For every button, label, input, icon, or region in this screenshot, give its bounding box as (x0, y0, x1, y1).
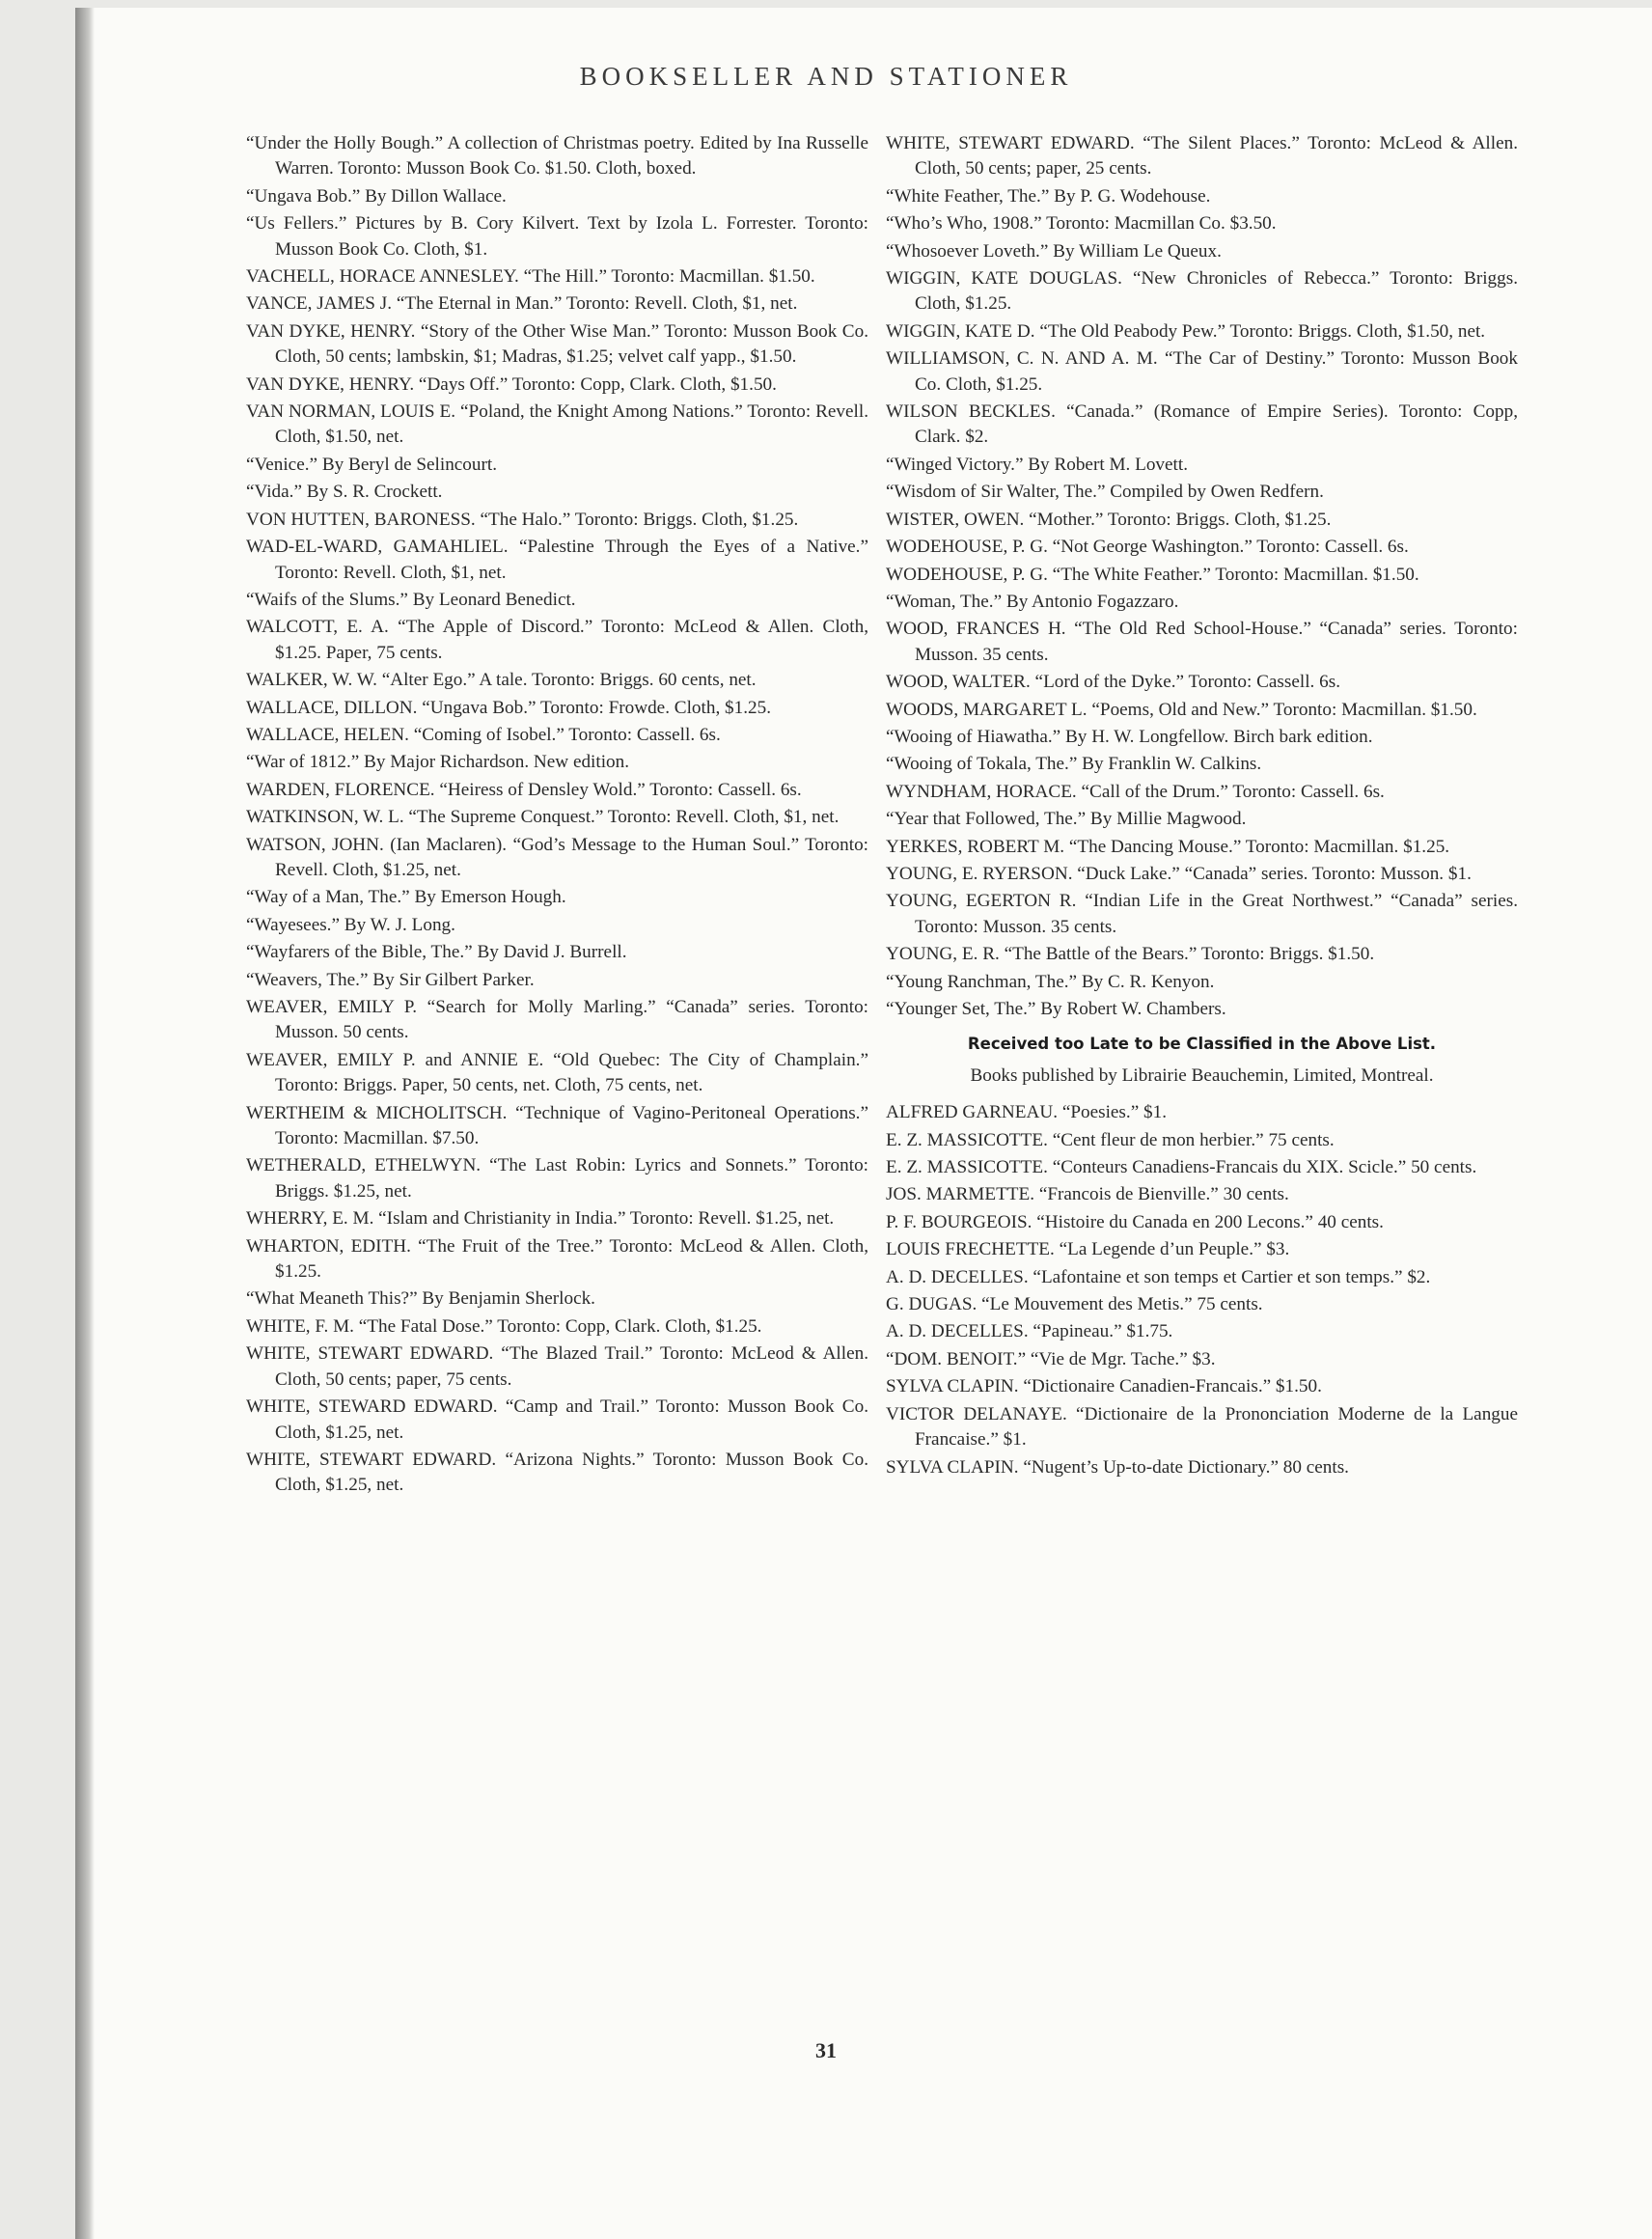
catalog-entry: WEAVER, EMILY P. and ANNIE E. “Old Quebec: The City of Champlain.” Toronto: Briggs. Paper, 50 cents, net. Cloth, 75 cents, net. (246, 1049, 868, 1096)
catalog-entry: WALLACE, DILLON. “Ungava Bob.” Toronto: Frowde. Cloth, $1.25. (246, 697, 772, 718)
catalog-entry: SYLVA CLAPIN. “Dictionaire Canadien-Francais.” $1.50. (886, 1376, 1322, 1397)
catalog-entry: SYLVA CLAPIN. “Nugent’s Up-to-date Dictionary.” 80 cents. (886, 1456, 1349, 1478)
catalog-entry: E. Z. MASSICOTTE. “Conteurs Canadiens-Francais du XIX. Scicle.” 50 cents. (886, 1157, 1477, 1178)
catalog-entry: “Wisdom of Sir Walter, The.” Compiled by Owen Redfern. (886, 482, 1324, 503)
catalog-entry: “Young Ranchman, The.” By C. R. Kenyon. (886, 971, 1215, 992)
catalog-entry: WILSON BECKLES. “Canada.” (Romance of Empire Series). Toronto: Copp, Clark. $2. (886, 401, 1518, 448)
catalog-entry: WARDEN, FLORENCE. “Heiress of Densley Wold.” Toronto: Cassell. 6s. (246, 779, 802, 800)
catalog-entry: WOODS, MARGARET L. “Poems, Old and New.” Toronto: Macmillan. $1.50. (886, 699, 1477, 720)
catalog-entry: “Younger Set, The.” By Robert W. Chambers. (886, 999, 1226, 1019)
catalog-entry: YOUNG, E. R. “The Battle of the Bears.” Toronto: Briggs. $1.50. (886, 944, 1375, 965)
catalog-entry: WISTER, OWEN. “Mother.” Toronto: Briggs. Cloth, $1.25. (886, 509, 1332, 530)
running-header: BOOKSELLER AND STATIONER (579, 62, 1073, 91)
catalog-entry: “Wooing of Tokala, The.” By Franklin W. Calkins. (886, 754, 1262, 775)
catalog-entry: VAN DYKE, HENRY. “Story of the Other Wise Man.” Toronto: Musson Book Co. Cloth, 50 cents; lambskin, $1; Madras, $1.25; velvet calf yapp., $1.50. (246, 320, 868, 368)
catalog-entry: WALLACE, HELEN. “Coming of Isobel.” Toronto: Cassell. 6s. (246, 724, 721, 745)
catalog-entry: “Way of a Man, The.” By Emerson Hough. (246, 887, 566, 908)
page-number: 31 (815, 2038, 837, 2062)
catalog-entry: “Who’s Who, 1908.” Toronto: Macmillan Co. $3.50. (886, 213, 1277, 235)
catalog-entry: “Winged Victory.” By Robert M. Lovett. (886, 454, 1189, 475)
catalog-entry: WIGGIN, KATE D. “The Old Peabody Pew.” Toronto: Briggs. Cloth, $1.50, net. (886, 320, 1486, 342)
catalog-entry: VAN NORMAN, LOUIS E. “Poland, the Knight Among Nations.” Toronto: Revell. Cloth, $1.50, net. (246, 401, 868, 448)
catalog-entry: “Us Fellers.” Pictures by B. Cory Kilvert. Text by Izola L. Forrester. Toronto: Musson Book Co. Cloth, $1. (246, 213, 868, 260)
catalog-entry: WHITE, STEWART EDWARD. “The Blazed Trail.” Toronto: McLeod & Allen. Cloth, 50 cents; paper, 75 cents. (246, 1343, 868, 1390)
page-binding-edge (75, 8, 95, 2239)
catalog-entry: “What Meaneth This?” By Benjamin Sherlock. (246, 1288, 595, 1310)
right-entry-list (886, 131, 1518, 1022)
catalog-entry: WHARTON, EDITH. “The Fruit of the Tree.” Toronto: McLeod & Allen. Cloth, $1.25. (246, 1235, 868, 1283)
catalog-entry: “Under the Holly Bough.” A collection of Christmas poetry. Edited by Ina Russelle Warren. Toronto: Musson Book Co. $1.50. Cloth, boxed. (246, 133, 868, 180)
catalog-entry: “Whosoever Loveth.” By William Le Queux. (886, 240, 1222, 262)
catalog-entry: VANCE, JAMES J. “The Eternal in Man.” Toronto: Revell. Cloth, $1, net. (246, 293, 798, 315)
catalog-entry: “Waifs of the Slums.” By Leonard Benedict. (246, 589, 576, 610)
catalog-entry: “Wayesees.” By W. J. Long. (246, 914, 455, 935)
catalog-entry: “Woman, The.” By Antonio Fogazzaro. (886, 591, 1179, 612)
catalog-entry: ALFRED GARNEAU. “Poesies.” $1. (886, 1102, 1167, 1123)
catalog-entry: JOS. MARMETTE. “Francois de Bienville.” 30 cents. (886, 1184, 1289, 1205)
catalog-entry: YERKES, ROBERT M. “The Dancing Mouse.” Toronto: Macmillan. $1.25. (886, 836, 1450, 857)
catalog-entry: “Wooing of Hiawatha.” By H. W. Longfellow. Birch bark edition. (886, 726, 1373, 747)
catalog-entry: WODEHOUSE, P. G. “The White Feather.” Toronto: Macmillan. $1.50. (886, 564, 1419, 585)
catalog-entry: YOUNG, E. RYERSON. “Duck Lake.” “Canada” series. Toronto: Musson. $1. (886, 863, 1472, 884)
catalog-entry: “Venice.” By Beryl de Selincourt. (246, 454, 498, 475)
catalog-entry: WHITE, STEWART EDWARD. “The Silent Places.” Toronto: McLeod & Allen. Cloth, 50 cents; paper, 25 cents. (886, 133, 1518, 180)
catalog-entry: P. F. BOURGEOIS. “Histoire du Canada en 200 Lecons.” 40 cents. (886, 1211, 1384, 1232)
catalog-entry: WAD-EL-WARD, GAMAHLIEL. “Palestine Through the Eyes of a Native.” Toronto: Revell. Cloth, $1, net. (246, 537, 868, 583)
catalog-entry: “Year that Followed, The.” By Millie Magwood. (886, 809, 1247, 830)
catalog-entry: WODEHOUSE, P. G. “Not George Washington.” Toronto: Cassell. 6s. (886, 537, 1409, 558)
catalog-entry: WEAVER, EMILY P. “Search for Molly Marling.” “Canada” series. Toronto: Musson. 50 cents. (246, 997, 868, 1043)
catalog-entry: G. DUGAS. “Le Mouvement des Metis.” 75 cents. (886, 1294, 1263, 1315)
late-list-heading: Received too Late to be Classified in the Above List. (967, 1035, 1437, 1054)
catalog-entry: WETHERALD, ETHELWYN. “The Last Robin: Lyrics and Sonnets.” Toronto: Briggs. $1.25, net. (246, 1155, 868, 1202)
catalog-entry: WYNDHAM, HORACE. “Call of the Drum.” Toronto: Cassell. 6s. (886, 781, 1385, 802)
catalog-entry: WALKER, W. W. “Alter Ego.” A tale. Toronto: Briggs. 60 cents, net. (246, 670, 757, 691)
catalog-entry: VACHELL, HORACE ANNESLEY. “The Hill.” Toronto: Macmillan. $1.50. (246, 266, 815, 288)
late-list-intro: Books published by Librairie Beauchemin, Limited, Montreal. (970, 1064, 1434, 1086)
catalog-entry: WIGGIN, KATE DOUGLAS. “New Chronicles of Rebecca.” Toronto: Briggs. Cloth, $1.25. (886, 268, 1518, 315)
left-column (246, 131, 868, 1501)
catalog-entry: A. D. DECELLES. “Lafontaine et son temps et Cartier et son temps.” $2. (886, 1266, 1431, 1287)
catalog-entry: WATSON, JOHN. (Ian Maclaren). “God’s Message to the Human Soul.” Toronto: Revell. Cloth, $1.25, net. (246, 834, 868, 880)
catalog-entry: WILLIAMSON, C. N. AND A. M. “The Car of Destiny.” Toronto: Musson Book Co. Cloth, $1.25. (886, 348, 1518, 395)
catalog-entry: VAN DYKE, HENRY. “Days Off.” Toronto: Copp, Clark. Cloth, $1.50. (246, 373, 777, 395)
catalog-entry: WHITE, F. M. “The Fatal Dose.” Toronto: Copp, Clark. Cloth, $1.25. (246, 1315, 762, 1337)
catalog-entry: E. Z. MASSICOTTE. “Cent fleur de mon herbier.” 75 cents. (886, 1129, 1335, 1150)
catalog-entry: WHITE, STEWART EDWARD. “Arizona Nights.” Toronto: Musson Book Co. Cloth, $1.25, net. (246, 1449, 868, 1496)
catalog-entry: WOOD, WALTER. “Lord of the Dyke.” Toronto: Cassell. 6s. (886, 672, 1340, 693)
catalog-entry: “Ungava Bob.” By Dillon Wallace. (246, 185, 507, 207)
catalog-entry: WALCOTT, E. A. “The Apple of Discord.” Toronto: McLeod & Allen. Cloth, $1.25. Paper, 75 cents. (246, 617, 868, 663)
catalog-entry: “White Feather, The.” By P. G. Wodehouse. (886, 185, 1211, 207)
catalog-entry: “War of 1812.” By Major Richardson. New edition. (246, 752, 630, 773)
catalog-entry: YOUNG, EGERTON R. “Indian Life in the Great Northwest.” “Canada” series. Toronto: Musson. 35 cents. (886, 891, 1518, 937)
catalog-entry: WHITE, STEWARD EDWARD. “Camp and Trail.” Toronto: Musson Book Co. Cloth, $1.25, net. (246, 1396, 868, 1443)
late-entry-list (886, 1100, 1518, 1480)
catalog-entry: LOUIS FRECHETTE. “La Legende d’un Peuple.” $3. (886, 1239, 1290, 1260)
catalog-entry: WHERRY, E. M. “Islam and Christianity in India.” Toronto: Revell. $1.25, net. (246, 1208, 835, 1230)
right-column (886, 131, 1518, 1482)
catalog-entry: WATKINSON, W. L. “The Supreme Conquest.” Toronto: Revell. Cloth, $1, net. (246, 807, 840, 828)
catalog-entry: “Wayfarers of the Bible, The.” By David J. Burrell. (246, 942, 627, 963)
catalog-entry: VON HUTTEN, BARONESS. “The Halo.” Toronto: Briggs. Cloth, $1.25. (246, 509, 799, 530)
catalog-entry: “Vida.” By S. R. Crockett. (246, 482, 443, 503)
catalog-entry: “Weavers, The.” By Sir Gilbert Parker. (246, 969, 535, 990)
catalog-entry: VICTOR DELANAYE. “Dictionaire de la Prononciation Moderne de la Langue Francaise.” $1. (886, 1403, 1518, 1451)
catalog-entry: WOOD, FRANCES H. “The Old Red School-House.” “Canada” series. Toronto: Musson. 35 cents. (886, 619, 1518, 665)
catalog-entry: “DOM. BENOIT.” “Vie de Mgr. Tache.” $3. (886, 1348, 1216, 1369)
catalog-entry: A. D. DECELLES. “Papineau.” $1.75. (886, 1321, 1173, 1342)
catalog-entry: WERTHEIM & MICHOLITSCH. “Technique of Vagino-Peritoneal Operations.” Toronto: Macmillan. $7.50. (246, 1102, 868, 1149)
